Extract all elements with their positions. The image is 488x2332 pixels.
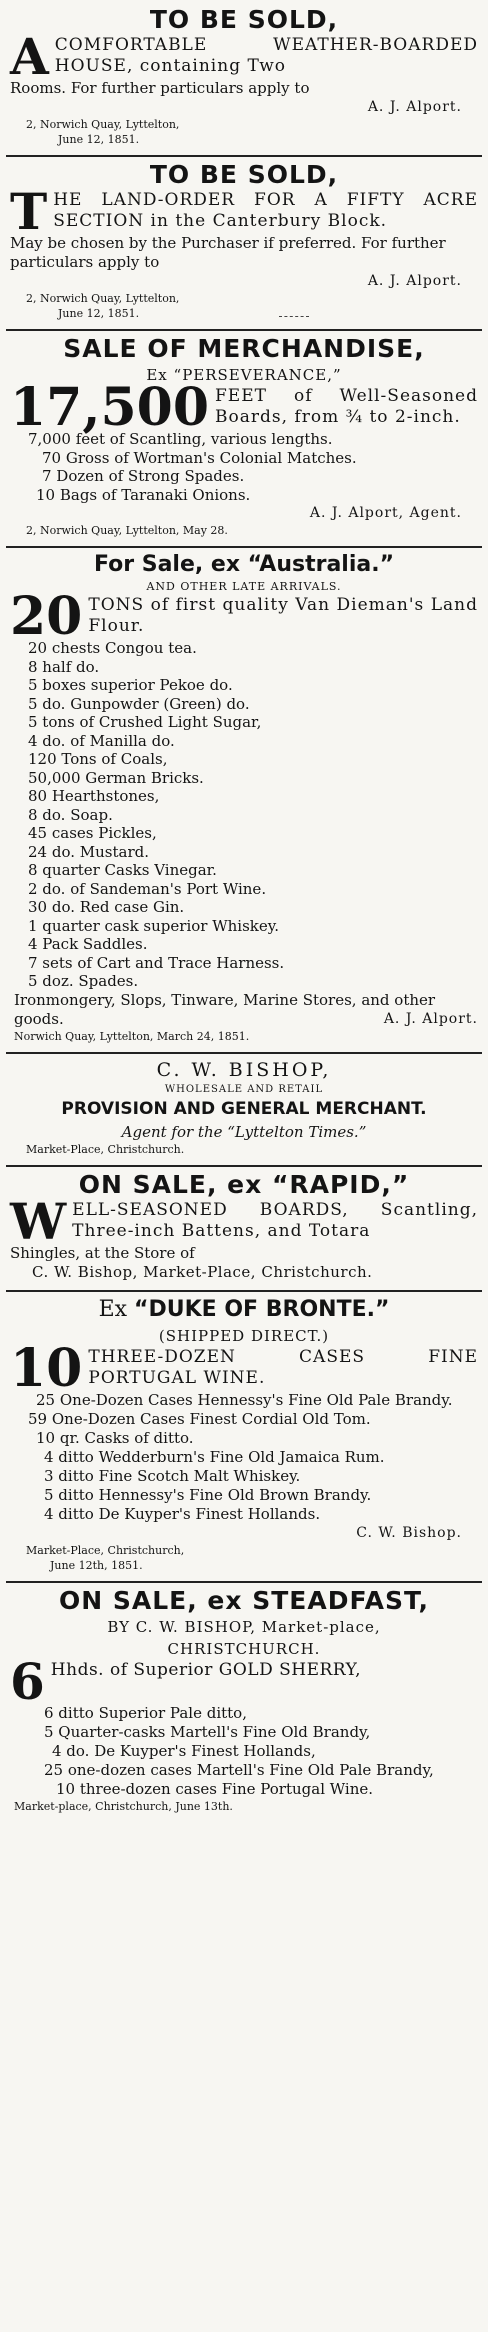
list-item: 10 three-dozen cases Fine Portugal Wine. bbox=[56, 1779, 374, 1798]
list-item: 2 do. of Sandeman's Port Wine. bbox=[28, 879, 267, 898]
list-item: 5 ditto Hennessy's Fine Old Brown Brandy. bbox=[44, 1485, 372, 1504]
ad-on-sale-steadfast bbox=[6, 1583, 482, 1822]
ad-lead-text: ELL-SEASONED BOARDS, Scantling, Three-inch Battens, and Totara bbox=[72, 1199, 478, 1241]
list-item: 5 tons of Crushed Light Sugar, bbox=[28, 713, 262, 731]
list-item: 24 do. Mustard. bbox=[28, 842, 149, 861]
ad-lead-text: HE LAND-ORDER FOR A FIFTY ACRE SECTION in the Canterbury Block. bbox=[53, 190, 478, 231]
ad-date: June 12, 1851. bbox=[58, 133, 140, 146]
list-item: 4 ditto Wedderburn's Fine Old Jamaica Rum. bbox=[44, 1447, 385, 1466]
ad-body-text: Rooms. For further particulars apply to bbox=[10, 79, 310, 97]
list-item: 20 chests Congou tea. bbox=[28, 639, 197, 657]
list-item: 25 One-Dozen Cases Hennessy's Fine Old Pale Brandy. bbox=[36, 1390, 453, 1409]
ad-duke-of-bronte bbox=[6, 1292, 482, 1583]
item-list bbox=[10, 1391, 478, 1524]
ad-address: Norwich Quay, Lyttelton, March 24, 1851. bbox=[14, 1029, 250, 1043]
ad-for-sale-australia bbox=[6, 548, 482, 1054]
ad-lead-text: TONS of first quality Van Dieman's Land Flour. bbox=[88, 595, 478, 636]
merchant-name: C. W. BISHOP, bbox=[156, 1058, 332, 1081]
ad-signature: A. J. Alport, Agent. bbox=[309, 505, 462, 521]
ad-address: 2, Norwich Quay, Lyttelton, May 28. bbox=[26, 524, 228, 537]
list-item: 7 sets of Cart and Trace Harness. bbox=[28, 953, 285, 972]
ad-body-text: Shingles, at the Store of bbox=[10, 1243, 195, 1262]
ad-lead-text: Hhds. of Superior GOLD SHERRY, bbox=[50, 1659, 362, 1680]
ad-lead-text: FEET of Well-Seasoned Boards, from ¾ to 2-inch. bbox=[215, 386, 478, 427]
list-item: 5 do. Gunpowder (Green) do. bbox=[28, 694, 250, 713]
list-item: 6 ditto Superior Pale ditto, bbox=[44, 1703, 247, 1722]
list-item: 10 Bags of Taranaki Onions. bbox=[36, 485, 251, 504]
ad-address: 2, Norwich Quay, Lyttelton, bbox=[26, 118, 180, 131]
ad-heading: Ex “DUKE OF BRONTE.” bbox=[98, 1296, 390, 1322]
list-item: 7 Dozen of Strong Spades. bbox=[42, 467, 245, 485]
drop-number: 20 bbox=[10, 586, 83, 647]
ad-subheading-2: CHRISTCHURCH. bbox=[167, 1639, 321, 1658]
ad-date: June 12th, 1851. bbox=[50, 1558, 143, 1572]
list-item: 25 one-dozen cases Martell's Fine Old Pale Brandy, bbox=[44, 1760, 434, 1779]
ad-heading: TO BE SOLD, bbox=[149, 160, 339, 189]
ad-subheading: BY C. W. BISHOP, Market-place, bbox=[107, 1617, 381, 1636]
ad-heading: SALE OF MERCHANDISE, bbox=[63, 334, 425, 363]
list-item: 30 do. Red case Gin. bbox=[28, 898, 185, 916]
ad-heading: PROVISION AND GENERAL MERCHANT. bbox=[61, 1098, 427, 1119]
ad-address: Market-place, Christchurch, June 13th. bbox=[14, 1799, 233, 1813]
list-item: 4 Pack Saddles. bbox=[28, 935, 148, 953]
ad-date: June 12, 1851. bbox=[10, 306, 478, 321]
list-item: 4 ditto De Kuyper's Finest Hollands. bbox=[44, 1504, 321, 1523]
list-item: 45 cases Pickles, bbox=[28, 824, 157, 842]
drop-number: 17,500 bbox=[10, 377, 210, 438]
ad-address: Market-Place, Christchurch, bbox=[26, 1543, 185, 1557]
item-list bbox=[10, 430, 478, 504]
list-item: 8 half do. bbox=[28, 657, 100, 676]
ad-house-for-sale bbox=[6, 2, 482, 157]
list-item: 70 Gross of Wortman's Colonial Matches. bbox=[42, 448, 357, 467]
ad-address: Market-Place, Christchurch. bbox=[26, 1142, 185, 1156]
ad-subheading: AND OTHER LATE ARRIVALS. bbox=[146, 580, 342, 593]
ad-land-order bbox=[6, 157, 482, 331]
flourish-rule bbox=[279, 316, 309, 317]
ad-heading: ON SALE, ex “RAPID,” bbox=[78, 1169, 410, 1199]
ad-heading: ON SALE, ex STEADFAST, bbox=[58, 1585, 429, 1615]
list-item: 8 do. Soap. bbox=[28, 805, 113, 824]
ad-signature: C. W. Bishop. bbox=[356, 1524, 462, 1541]
drop-cap: T bbox=[10, 182, 48, 241]
ad-subheading: Ex “PERSEVERANCE,” bbox=[146, 366, 342, 384]
ad-signature: A. J. Alport. bbox=[383, 1010, 478, 1027]
ad-address: 2, Norwich Quay, Lyttelton, bbox=[26, 292, 180, 305]
list-item: 120 Tons of Coals, bbox=[28, 750, 168, 768]
ad-on-sale-rapid bbox=[6, 1167, 482, 1292]
ad-signature: A. J. Alport. bbox=[367, 273, 462, 289]
list-item: 4 do. of Manilla do. bbox=[28, 731, 175, 750]
ad-lead-text: THREE-DOZEN CASES FINE PORTUGAL WINE. bbox=[88, 1346, 478, 1388]
list-item: 10 qr. Casks of ditto. bbox=[36, 1428, 194, 1447]
list-item: 8 quarter Casks Vinegar. bbox=[28, 861, 217, 879]
list-item: 50,000 German Bricks. bbox=[28, 768, 204, 787]
ad-subheading: WHOLESALE AND RETAIL bbox=[164, 1083, 324, 1095]
ad-sale-of-merchandise bbox=[6, 331, 482, 548]
list-item: 5 boxes superior Pekoe do. bbox=[28, 676, 233, 694]
ad-signoff: C. W. Bishop, Market-Place, Christchurch. bbox=[32, 1262, 373, 1281]
ad-heading: TO BE SOLD, bbox=[149, 5, 339, 34]
list-item: 80 Hearthstones, bbox=[28, 787, 160, 805]
list-item: 5 Quarter-casks Martell's Fine Old Brandy, bbox=[44, 1722, 371, 1741]
item-list bbox=[10, 639, 478, 991]
list-item: 5 doz. Spades. bbox=[28, 972, 139, 990]
agent-line: Agent for the “Lyttelton Times.” bbox=[121, 1122, 367, 1141]
ad-lead-text: COMFORTABLE WEATHER-BOARDED HOUSE, containing Two bbox=[54, 35, 478, 76]
ad-subheading: (SHIPPED DIRECT.) bbox=[158, 1326, 330, 1345]
drop-cap: A bbox=[10, 27, 49, 86]
list-item: 4 do. De Kuyper's Finest Hollands, bbox=[52, 1741, 316, 1760]
ad-bishop-merchant bbox=[6, 1054, 482, 1167]
ad-heading: For Sale, ex “Australia.” bbox=[93, 552, 395, 577]
ad-signature: A. J. Alport. bbox=[367, 99, 462, 115]
item-list bbox=[10, 1704, 478, 1799]
list-item: 3 ditto Fine Scotch Malt Whiskey. bbox=[44, 1466, 301, 1485]
drop-cap: W bbox=[10, 1191, 67, 1251]
ad-tail-text: Ironmongery, Slops, Tinware, Marine Stores, and other goods. bbox=[14, 990, 436, 1028]
list-item: 1 quarter cask superior Whiskey. bbox=[28, 916, 279, 935]
drop-number: 6 bbox=[10, 1651, 45, 1711]
drop-number: 10 bbox=[10, 1337, 83, 1399]
list-item: 59 One-Dozen Cases Finest Cordial Old Tom. bbox=[28, 1409, 371, 1428]
list-item: 7,000 feet of Scantling, various lengths. bbox=[28, 430, 333, 448]
newspaper-page bbox=[6, 0, 482, 1822]
ad-body-text: May be chosen by the Purchaser if preferred. For further particulars apply to bbox=[10, 234, 446, 271]
